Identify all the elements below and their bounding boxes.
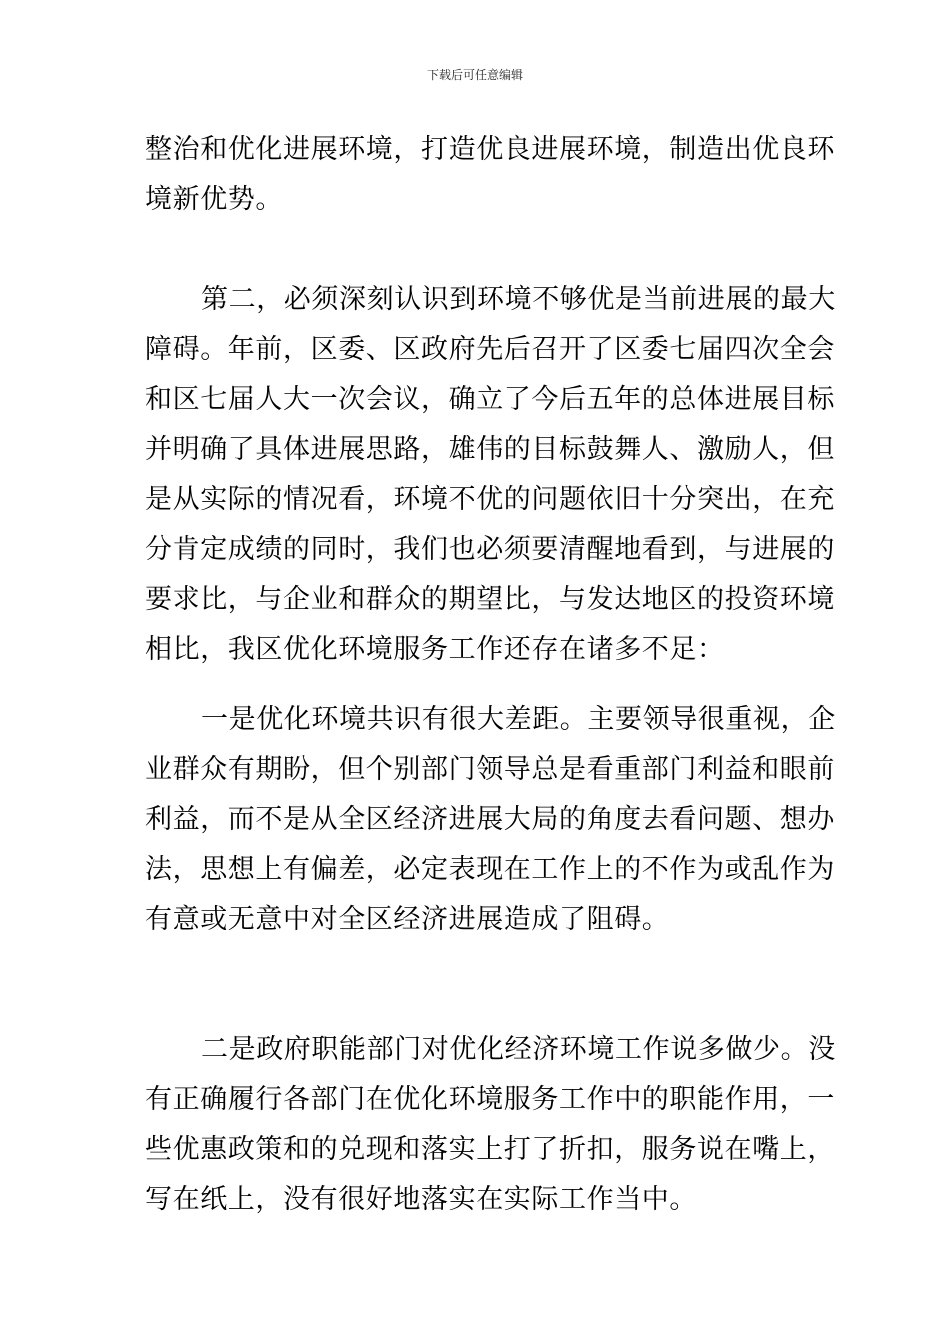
text-line: 二是政府职能部门对优化经济环境工作说多做少。没: [201, 1034, 836, 1065]
text-line: 一是优化环境共识有很大差距。主要领导很重视，企: [201, 704, 836, 735]
text-line: 相比，我区优化环境服务工作还存在诸多不足：: [145, 634, 725, 665]
text-line: 障碍。年前，区委、区政府先后召开了区委七届四次全会: [145, 334, 835, 365]
text-line: 第二，必须深刻认识到环境不够优是当前进展的最大: [201, 284, 836, 315]
text-line: 整治和优化进展环境，打造优良进展环境，制造出优良环: [145, 134, 835, 165]
text-line: 是从实际的情况看，环境不优的问题依旧十分突出，在充: [145, 484, 835, 515]
text-line: 境新优势。: [145, 184, 283, 215]
text-line: 利益，而不是从全区经济进展大局的角度去看问题、想办: [145, 804, 835, 835]
text-line: 写在纸上，没有很好地落实在实际工作当中。: [145, 1184, 697, 1215]
text-line: 业群众有期盼，但个别部门领导总是看重部门利益和眼前: [145, 754, 835, 785]
text-line: 法，思想上有偏差，必定表现在工作上的不作为或乱作为: [145, 854, 835, 885]
paragraph-4: [145, 1025, 836, 1225]
paragraph-3: [145, 695, 836, 945]
page-header: 下载后可任意编辑: [426, 68, 523, 82]
text-line: 些优惠政策和的兑现和落实上打了折扣，服务说在嘴上，: [145, 1134, 835, 1165]
text-line: 有正确履行各部门在优化环境服务工作中的职能作用，一: [145, 1084, 835, 1115]
paragraph-1: [145, 125, 835, 225]
text-line: 和区七届人大一次会议，确立了今后五年的总体进展目标: [145, 384, 835, 415]
paragraph-2: [145, 275, 836, 675]
text-line: 分肯定成绩的同时，我们也必须要清醒地看到，与进展的: [145, 534, 835, 565]
text-line: 并明确了具体进展思路，雄伟的目标鼓舞人、激励人，但: [145, 434, 835, 465]
text-line: 要求比，与企业和群众的期望比，与发达地区的投资环境: [145, 584, 835, 615]
text-line: 有意或无意中对全区经济进展造成了阻碍。: [145, 904, 670, 935]
